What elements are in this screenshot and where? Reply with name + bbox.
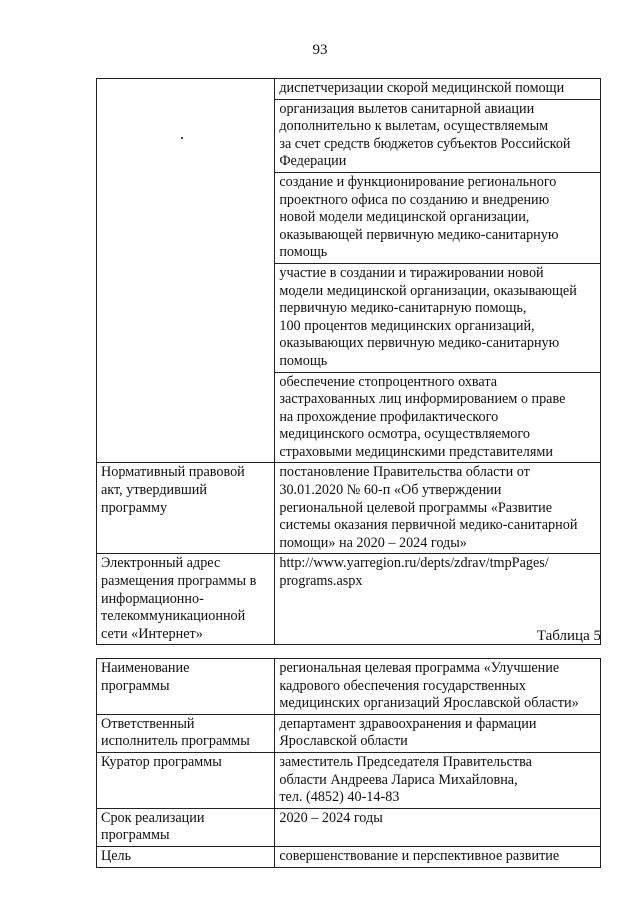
cell-text-line: области Андреева Лариса Михайловна, [279,771,518,788]
table-row [97,846,601,867]
table-cell-right [275,463,601,554]
cell-text-line: Наименование [101,660,190,676]
cell-text-line: дополнительно к вылетам, осуществляемым [279,118,549,135]
cell-text-line: исполнитель программы [101,733,250,750]
cell-text-line: акт, утвердивший [101,482,207,499]
table-cell-left [97,659,275,715]
cell-text-line: информационно- [101,590,204,607]
cell-text-line: организация вылетов санитарной авиации [279,100,535,117]
program-passport-table-continued [96,78,601,645]
cell-text-line: постановление Правительства области от [279,464,530,481]
cell-text-line: совершенствование и перспективное развитие [279,847,560,864]
table-cell-left [97,463,275,554]
cell-text-line: за счет средств бюджетов субъектов Российской [279,135,571,152]
cell-text-line: Куратор программы [101,753,222,770]
table-row [97,659,601,715]
cell-text-line: участие в создании и тиражировании новой [279,264,544,281]
table-caption: Таблица 5 [536,628,601,644]
table-cell-right [275,846,601,867]
table-row [97,463,601,554]
cell-text-line: медицинского осмотра, осуществляемого [279,426,530,443]
cell-text-line: помощи» на 2020 – 2024 годы» [279,534,467,551]
table-row [97,79,601,100]
table-cell-right [275,172,601,263]
cell-text-line: департамент здравоохранения и фармации [279,715,537,732]
cell-text-line: заместитель Председателя Правительства [279,753,532,770]
cell-text-line: программы [101,827,170,844]
table-cell-left [97,554,275,645]
cell-text-line: медицинских организаций Ярославской области» [279,695,579,712]
cell-text-line: сети «Интернет» [101,625,203,642]
table-row [97,554,601,645]
cell-text-line: региональной целевой программы «Развитие [279,499,553,516]
table-cell-left [97,846,275,867]
cell-text-line: помощь [279,352,328,369]
table-cell-left [97,714,275,752]
cell-text-line: 30.01.2020 № 60-п «Об утверждении [279,482,502,499]
cell-text-line: проектного офиса по созданию и внедрению [279,191,550,208]
cell-text-line: размещения программы в [101,573,257,590]
table1-body [97,79,601,645]
cell-text-line: Ярославской области [279,733,408,750]
cell-text-line: Электронный адрес [101,555,221,572]
cell-text-line: Цель [101,847,132,864]
cell-text-line: на прохождение профилактического [279,408,499,425]
cell-text-line: Федерации [279,153,347,170]
cell-text-line: страховыми медицинскими представителями [279,443,553,460]
table-cell-left [97,752,275,808]
table-cell-right [275,659,601,715]
page-number: 93 [312,42,328,58]
cell-text-line: 100 процентов медицинских организаций, [279,317,535,334]
cell-text-line: обеспечение стопроцентного охвата [279,373,498,390]
cell-text-line: телекоммуникационной [101,608,246,625]
table2-body [97,659,601,868]
table-cell-right [275,752,601,808]
cell-text-line: застрахованных лиц информированием о праве [279,391,566,408]
table-row [97,808,601,846]
cell-text-line: первичную медико-санитарную помощь, [279,300,527,317]
cell-text-line: программу [101,499,168,516]
table-row [97,752,601,808]
program-passport-table [96,658,601,868]
cell-text-line: Ответственный [101,715,195,732]
table-cell-left [97,808,275,846]
cell-text-line: Срок реализации [101,809,205,826]
cell-text-line: тел. (4852) 40-14-83 [279,789,400,806]
cell-text-line: создание и функционирование регионального [279,173,557,190]
cell-text-line: программы [101,677,170,694]
cell-text-line: оказывающих первичную медико-санитарную [279,335,560,352]
cell-text-line: кадрового обеспечения государственных [279,677,526,694]
cell-text-line: оказывающей первичную медико-санитарную [279,226,559,243]
cell-text-line: диспетчеризации скорой медицинской помощи [279,80,565,96]
cell-text-line: Нормативный правовой [101,464,245,481]
table-cell-right [275,99,601,172]
table-cell-right [275,79,601,100]
cell-text-line: региональная целевая программа «Улучшение [279,660,560,676]
table-cell-left [97,79,275,463]
cell-text-line: системы оказания первичной медико-санитарной [279,517,578,534]
cell-text-line: http://www.yarregion.ru/depts/zdrav/tmpPages/ [279,555,549,572]
cell-text-line: 2020 – 2024 годы [279,809,383,826]
cell-text-line: programs.aspx [279,573,363,590]
table-cell-right [275,808,601,846]
table-cell-right [275,263,601,372]
cell-text-line: модели медицинской организации, оказывающей [279,282,577,299]
cell-text-line: помощь [279,244,328,261]
table-row [97,714,601,752]
cell-text-line: новой модели медицинской организации, [279,209,530,226]
table-cell-right [275,714,601,752]
table-cell-right [275,372,601,463]
